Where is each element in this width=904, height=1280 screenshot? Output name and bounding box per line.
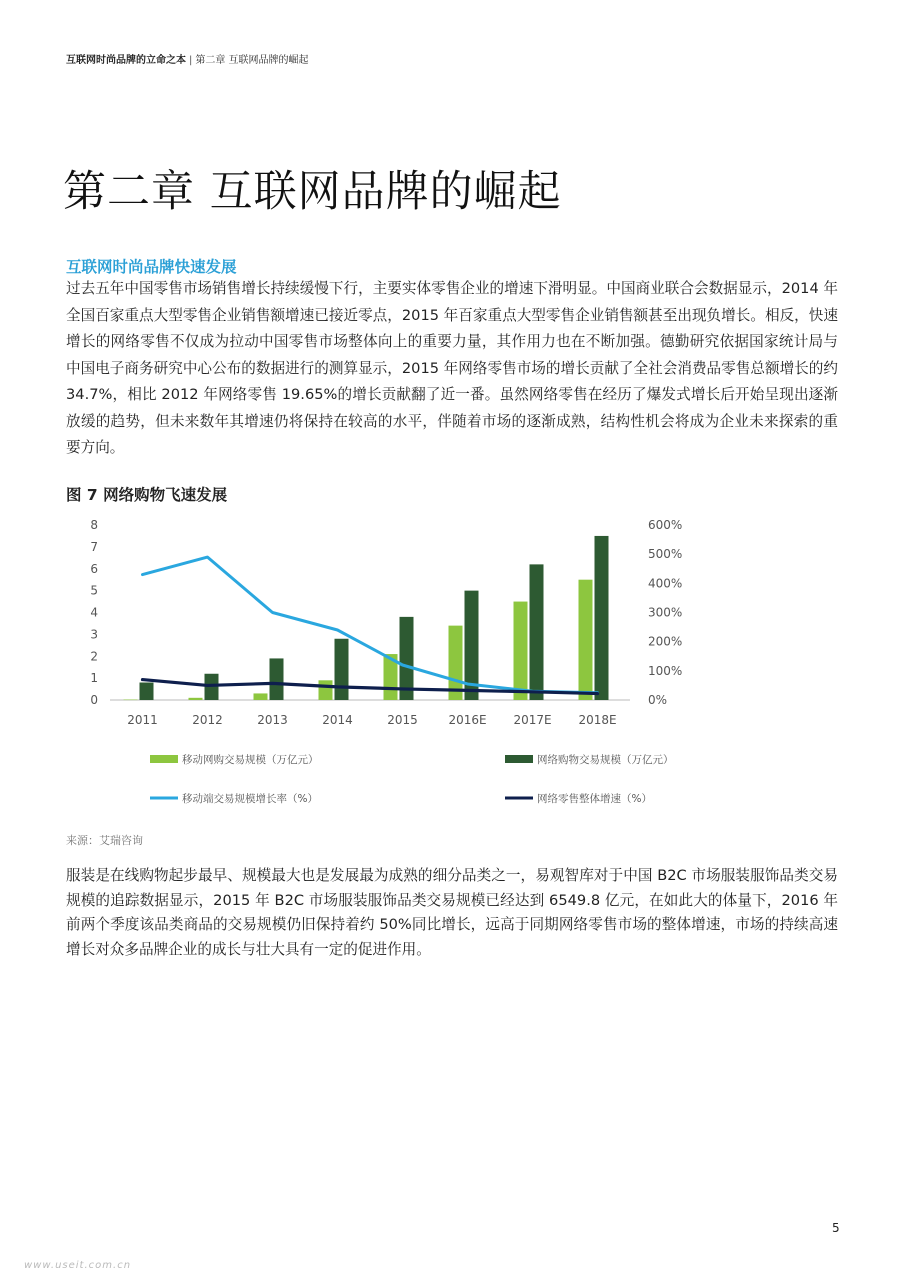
legend-label: 网络购物交易规模（万亿元） — [537, 754, 674, 766]
header-separator: | — [189, 55, 193, 66]
right-tick-label: 500% — [648, 547, 683, 562]
figure-title: 图 7 网络购物飞速发展 — [66, 486, 228, 504]
category-label: 2013 — [257, 713, 288, 727]
category-label: 2015 — [387, 713, 418, 727]
chapter-title: 第二章 互联网品牌的崛起 — [63, 167, 562, 217]
source-note: 来源：艾瑞咨询 — [66, 834, 143, 847]
bar-mobile-2018E — [579, 580, 593, 700]
bar-online-2011 — [140, 683, 154, 701]
right-tick-label: 600% — [648, 518, 683, 532]
page-number: 5 — [832, 1221, 840, 1235]
chapter-reference: 第二章 互联网品牌的崛起 — [195, 55, 309, 66]
left-tick-label: 0 — [90, 693, 98, 707]
left-tick-label: 7 — [90, 539, 98, 554]
watermark: www.useit.com.cn — [24, 1260, 132, 1271]
right-tick-label: 300% — [648, 605, 683, 620]
bar-mobile-2014 — [319, 680, 333, 700]
right-tick-label: 200% — [648, 634, 683, 649]
category-label: 2018E — [578, 713, 617, 727]
category-label: 2017E — [513, 713, 552, 727]
category-label: 2012 — [192, 713, 223, 727]
left-tick-label: 2 — [90, 649, 98, 664]
legend-label: 移动端交易规模增长率（%） — [182, 793, 318, 805]
bar-online-2017E — [530, 564, 544, 700]
book-title: 互联网时尚品牌的立命之本 — [66, 55, 186, 66]
right-tick-label: 400% — [648, 576, 683, 591]
mobile-growth-line — [143, 557, 598, 693]
legend-label: 网络零售整体增速（%） — [537, 793, 652, 805]
left-tick-label: 6 — [90, 561, 98, 576]
legend-swatch — [505, 755, 533, 763]
left-tick-label: 3 — [90, 627, 98, 642]
bar-mobile-2012 — [189, 698, 203, 700]
right-tick-label: 100% — [648, 663, 683, 678]
bar-mobile-2013 — [254, 693, 268, 700]
body-paragraph-1: 过去五年中国零售市场销售增长持续缓慢下行，主要实体零售企业的增速下滑明显。中国商业联合会数据显示，2014 年全国百家重点大型零售企业销售额增速已接近零点，2015 年百家重点大型零售企业销售额甚至出现负增长。相反，快速增长的网络零售不仅成为拉动中国零售市场整体向上的重要力量，其作用力也在不断加强。德勤研究依据国家统计局与中国电子商务研究中心公布的数据进行的测算显示，2015 年网络零售市场的增长贡献了全社会消费品零售总额增长的约 34.7%，相比 2012 年网络零售 19.65%的增长贡献翻了近一番。虽然网络零售在经历了爆发式增长后开始呈现出逐渐放缓的趋势，但未来数年其增速仍将保持在较高的水平，伴随着市场的逐渐成熟，结构性机会将成为企业未来探索的重要方向。 — [66, 280, 838, 456]
bar-online-2013 — [270, 658, 284, 700]
right-tick-label: 0% — [648, 693, 668, 707]
body-paragraph-2: 服装是在线购物起步最早、规模最大也是发展最为成熟的细分品类之一，易观智库对于中国 B2C 市场服装服饰品类交易规模的追踪数据显示，2015 年 B2C 市场服装服饰品类交易规模已经达到 6549.8 亿元，在如此大的体量下，2016 年前两个季度该品类商品的交易规模仍旧保持着约 50%同比增长，远高于同期网络零售市场的整体增速，市场的持续高速增长对众多品牌企业的成长与壮大具有一定的促进作用。 — [66, 867, 838, 958]
bar-online-2018E — [595, 536, 609, 700]
left-tick-label: 8 — [90, 518, 98, 532]
category-label: 2014 — [322, 713, 353, 727]
section-heading: 互联网时尚品牌快速发展 — [66, 258, 237, 276]
bar-mobile-2011 — [124, 700, 138, 701]
bar-online-2014 — [335, 639, 349, 700]
legend-label: 移动网购交易规模（万亿元） — [182, 754, 319, 766]
category-label: 2016E — [448, 713, 487, 727]
bar-mobile-2017E — [514, 602, 528, 700]
running-header — [66, 51, 309, 66]
chart-container — [60, 505, 840, 825]
left-tick-label: 5 — [90, 583, 98, 598]
category-label: 2011 — [127, 713, 158, 727]
left-tick-label: 4 — [90, 605, 98, 620]
online-shopping-chart — [60, 505, 840, 825]
legend-swatch — [150, 755, 178, 763]
left-tick-label: 1 — [90, 671, 98, 686]
